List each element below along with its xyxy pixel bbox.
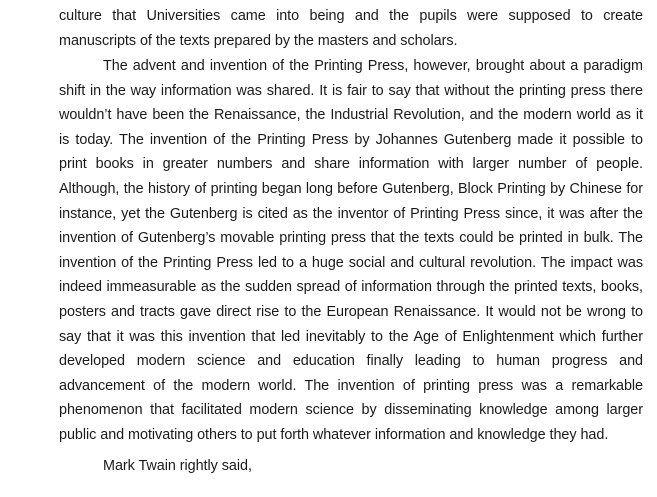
paragraph-continuation: culture that Universities came into being and the pupils were supposed to create manuscripts of the texts prepared by the masters and scholars. (59, 8, 643, 49)
paragraph-mark-twain-intro: Mark Twain rightly said, (103, 458, 252, 474)
paragraph-printing-press: The advent and invention of the Printing Press, however, brought about a paradigm shift in the way information was shared. It is fair to say that without the printing press there wouldn’t have been the Renaissance, the Industrial Revolution, and the modern world as it is today. The invention of the Printing Press by Johannes Gutenberg made it possible to print books in greater numbers and share information with larger number of people. Although, the history of printing began long before Gutenberg, Block Printing by Chinese for instance, yet the Gutenberg is cited as the inventor of Printing Press since, it was after the invention of Gutenberg’s movable printing press that the texts could be printed in bulk. The invention of the Printing Press led to a huge social and cultural revolution. The impact was indeed immeasurable as the sudden spread of information through the printed texts, books, posters and tracts gave direct rise to the European Renaissance. It would not be wrong to say that it was this invention that led inevitably to the Age of Enlightenment which further developed modern science and education finally leading to human progress and advancement of the modern world. The invention of printing press was a remarkable phenomenon that facilitated modern science by disseminating knowledge among larger public and motivating others to put forth whatever information and knowledge they had. (59, 58, 643, 443)
